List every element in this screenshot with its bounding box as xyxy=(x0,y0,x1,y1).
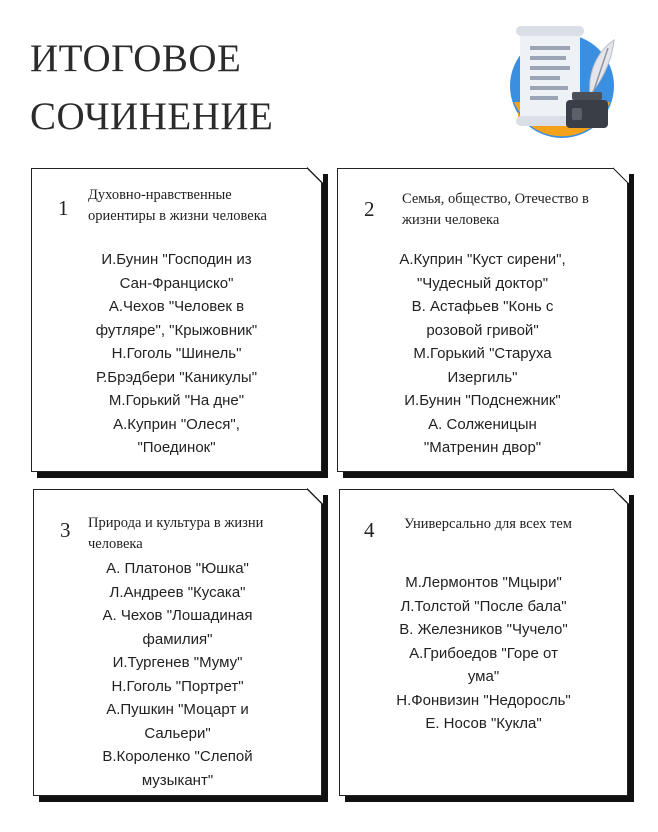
work-item: Е. Носов "Кукла" xyxy=(425,715,542,732)
topic-title-line: жизни человека xyxy=(402,212,500,228)
work-item: Сальери" xyxy=(144,724,211,742)
work-item: Н.Фонвизин "Недоросль" xyxy=(396,691,571,709)
work-item: Н.Гоголь "Шинель" xyxy=(111,345,242,362)
topic-number: 3 xyxy=(60,518,71,542)
card-corner-fold xyxy=(307,488,323,504)
works-list xyxy=(340,571,627,736)
work-item: "Матренин двор" xyxy=(423,439,542,456)
work-item: розовой гривой" xyxy=(426,321,539,339)
topic-title xyxy=(88,185,267,227)
work-item: Р.Брэдбери "Каникулы" xyxy=(95,368,258,386)
work-item: М.Горький "На дне" xyxy=(108,392,245,409)
work-item: фамилия" xyxy=(142,630,213,648)
work-item: И.Тургенев "Муму" xyxy=(112,654,243,671)
card-corner-fold xyxy=(307,167,323,183)
works-list xyxy=(338,248,627,460)
work-item: А.Чехов "Человек в xyxy=(108,298,245,315)
work-item: Сан-Франциско" xyxy=(119,274,234,292)
topic-title-line: Природа и культура в жизни xyxy=(88,515,264,531)
topic-number: 1 xyxy=(58,196,69,220)
work-item: А. Солженицын xyxy=(428,415,537,433)
work-item: И.Бунин "Господин из xyxy=(101,251,252,268)
topic-card-4 xyxy=(339,489,628,796)
topic-title-line: Универсально для всех тем xyxy=(404,516,572,532)
work-item: М.Лермонтов "Мцыри" xyxy=(405,574,562,591)
topic-title xyxy=(404,514,572,535)
topic-title-line: ориентиры в жизни человека xyxy=(88,208,267,224)
work-item: А. Чехов "Лошадиная xyxy=(102,607,253,624)
work-item: А.Куприн "Куст сирени", xyxy=(399,251,566,268)
work-item: А.Пушкин "Моцарт и xyxy=(106,701,249,718)
topic-title-line: Духовно-нравственные xyxy=(88,187,232,203)
scroll-quill-inkwell-icon xyxy=(504,24,624,140)
work-item: М.Горький "Старуха xyxy=(413,345,552,362)
work-item: музыкант" xyxy=(141,771,214,789)
works-list xyxy=(32,248,321,460)
page-title-line-1: ИТОГОВОЕ xyxy=(30,37,242,80)
work-item: "Чудесный доктор" xyxy=(416,274,549,292)
page-title-line-2: СОЧИНЕНИЕ xyxy=(30,95,274,138)
topic-card-2 xyxy=(337,168,628,472)
work-item: ума" xyxy=(467,668,500,685)
work-item: В. Железников "Чучело" xyxy=(399,621,568,638)
works-list xyxy=(34,557,321,792)
work-item: А.Куприн "Олеся", xyxy=(113,415,240,433)
work-item: В. Астафьев "Конь с xyxy=(411,298,554,315)
topic-number: 4 xyxy=(364,518,375,542)
work-item: И.Бунин "Подснежник" xyxy=(404,392,561,409)
topic-number: 2 xyxy=(364,197,375,221)
topic-title-line: Семья, общество, Отечество в xyxy=(402,191,589,207)
card-corner-fold xyxy=(613,488,629,504)
card-corner-fold xyxy=(613,167,629,183)
topic-card-3 xyxy=(33,489,322,796)
work-item: Л.Толстой "После бала" xyxy=(400,597,567,615)
topic-title xyxy=(88,513,263,555)
work-item: Л.Андреев "Кусака" xyxy=(109,583,246,601)
work-item: А. Платонов "Юшка" xyxy=(106,560,249,577)
work-item: В.Короленко "Слепой xyxy=(102,748,253,765)
topic-title xyxy=(402,189,589,231)
work-item: "Поединок" xyxy=(137,439,216,456)
work-item: Изергиль" xyxy=(447,368,518,386)
work-item: А.Грибоедов "Горе от xyxy=(409,644,558,662)
work-item: футляре", "Крыжовник" xyxy=(95,321,258,339)
page-title xyxy=(30,30,273,146)
topic-card-1 xyxy=(31,168,322,472)
topic-title-line: человека xyxy=(88,536,143,552)
work-item: Н.Гоголь "Портрет" xyxy=(111,677,244,695)
